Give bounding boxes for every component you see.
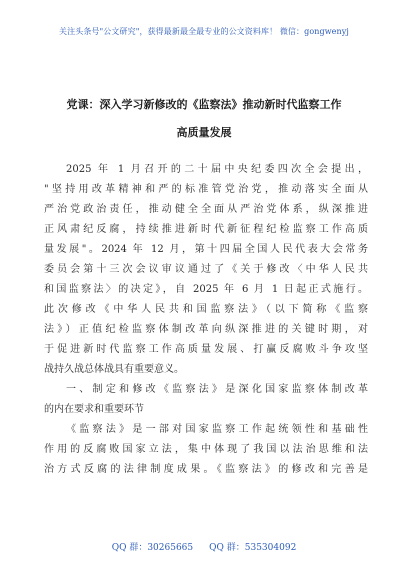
document-body — [44, 160, 368, 480]
qq-group-1: QQ 群：30265665 — [111, 543, 194, 553]
section-heading-line: 的内在要求和重要环节 — [44, 404, 144, 415]
paragraph-line: "坚持用改革精神和严的标准管党治党，推动落实全面从 — [44, 184, 368, 195]
contact-footer — [0, 540, 408, 553]
paragraph-line: 和国监察法〉的决定》，自 2025 年 6 月 1 日起正式施行。 — [44, 284, 368, 295]
section-heading-line: 一、制定和修改《监察法》是深化国家监察体制改革 — [66, 384, 368, 395]
paragraph-line: 于促进新时代监察工作高质量发展、打赢反腐败斗争攻坚 — [44, 344, 368, 355]
paragraph-line: 战持久战总体战具有重要意义。 — [44, 364, 184, 375]
document-title: 党课：深入学习新修改的《监察法》推动新时代监察工作 — [66, 98, 342, 111]
paragraph-line: 治方式反腐的法律制度成果。《监察法》的修改和完善是 — [44, 464, 368, 475]
paragraph-line: 法》）正值纪检监察体制改革向纵深推进的关键时期，对 — [44, 324, 368, 335]
paragraph-line: 委员会第十三次会议审议通过了《关于修改〈中华人民共 — [44, 264, 368, 275]
paragraph-line: 2025 年 1 月召开的二十届中央纪委四次全会提出， — [66, 164, 368, 175]
document-title-continued: 高质量发展 — [176, 126, 232, 139]
qq-group-2: QQ 群：535304092 — [209, 543, 297, 553]
paragraph-line: 正风肃纪反腐，持续推进新时代新征程纪检监察工作高质 — [44, 224, 368, 235]
paragraph-line: 量发展"。2024 年 12 月，第十四届全国人民代表大会常务 — [44, 244, 368, 255]
paragraph-line: 作用的反腐败国家立法，集中体现了我国以法治思维和法 — [44, 444, 368, 455]
paragraph-line: 严治党政治责任，推动健全全面从严治党体系，纵深推进 — [44, 204, 368, 215]
paragraph-line: 此次修改《中华人民共和国监察法》（以下简称《监察 — [44, 304, 368, 315]
paragraph-line: 《监察法》是一部对国家监察工作起统领性和基础性 — [66, 424, 368, 435]
promo-header: 关注头条号"公文研究"，获得最新最全最专业的公文资料库！ 微信：gongwenyj — [59, 27, 349, 36]
